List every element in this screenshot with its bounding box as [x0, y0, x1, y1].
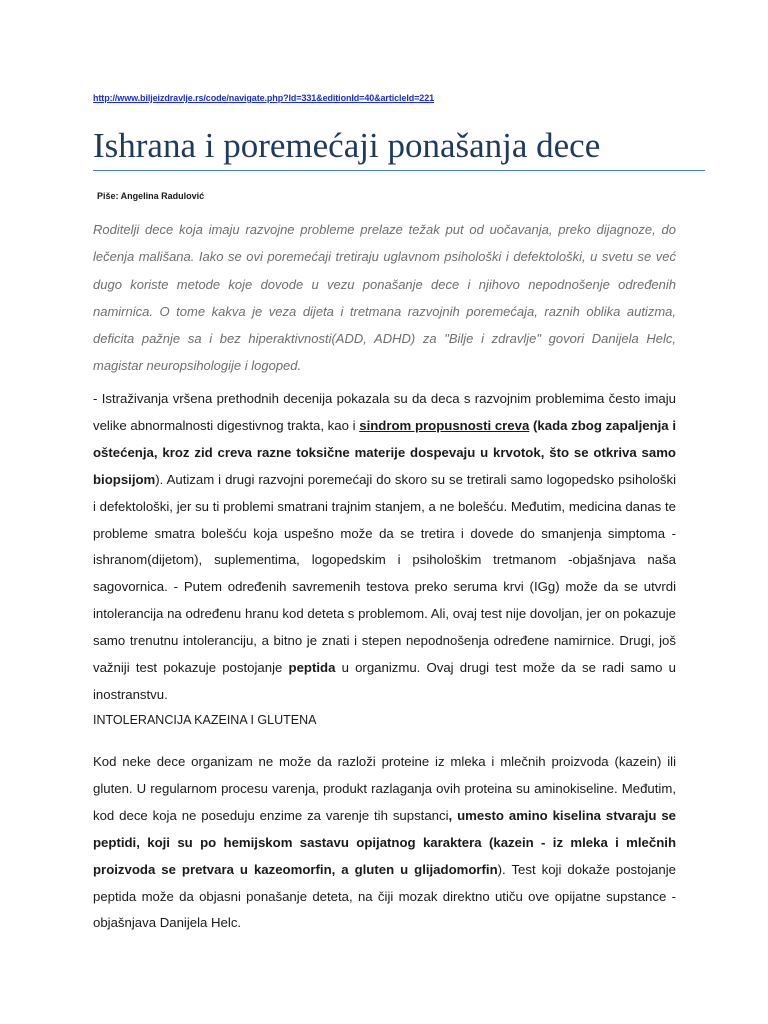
- body-paragraph-2: [93, 749, 676, 937]
- sindrom-link[interactable]: sindrom propusnosti creva: [359, 417, 530, 433]
- p1-peptida: peptida: [288, 660, 336, 676]
- section-heading: INTOLERANCIJA KAZEINA I GLUTENA: [93, 713, 317, 727]
- body-paragraph-1: [93, 386, 676, 709]
- article-title: Ishrana i poremećaji ponašanja dece: [93, 124, 705, 171]
- p1-text-c: ). Autizam i drugi razvojni poremećaji do skoro su se tretirali samo logopedsko psihološki i defektološki, jer su ti problemi smatrani trajnim stanjem, a ne bolešću. Međutim, medicina danas te probleme smatra bolešću koja uspešno može da se tretira i dovede do smanjenja simptoma - ishranom(dijetom), suplementima, logopedskim i psihološkim tretmanom -objašnjava naša sagovornica. - Putem određenih savremenih testova preko seruma krvi (IGg) može da se utvrdi intolerancija na određenu hranu kod deteta s problemom. Ali, ovaj test nije dovoljan, jer on pokazuje samo trenutnu intoleranciju, a bitno je znati i stepen nepodnošenja određene namirnice. Drugi, još važniji test pokazuje postojanje: [93, 471, 676, 676]
- source-link[interactable]: http://www.biljeizdravlje.rs/code/navigate.php?Id=331&editionId=40&articleId=221: [93, 93, 435, 103]
- p1-text-a: - Istraživanja vršena prethodnih decenija pokazala su da deca s razvojnim problemima često imaju velike abnormalnosti digestivnog trakta, kao i: [93, 391, 676, 433]
- p2-text-b: ). Test koji dokaže postojanje peptida može da objasni ponašanje deteta, na čiji mozak direktno utiču ove opijatne supstance - objašnjava Danijela Helc.: [93, 861, 676, 931]
- article-intro: Roditelji dece koja imaju razvojne probleme prelaze težak put od uočavanja, preko dijagnoze, do lečenja mališana. Iako se ovi poremećaji tretiraju uglavnom psihološki i defektološki, u svetu se već dugo koriste metode koje dovode u vezu ponašanje dece i njihovo nepodnošenje određenih namirnica. O tome kakva je veza dijeta i tretmana razvojnih poremećaja, raznih oblika autizma, deficita pažnje sa i bez hiperaktivnosti(ADD, ADHD) za "Bilje i zdravlje" govori Danijela Helc, magistar neuropsihologije i logoped.: [93, 222, 676, 374]
- p2-text-a: Kod neke dece organizam ne može da razloži proteine iz mleka i mlečnih proizvoda (kazein) ili gluten. U regularnom procesu varenja, produkt razlaganja ovih proteina su aminokiseline. Međutim, kod dece koja ne poseduju enzime za varenje tih supstanci: [93, 754, 676, 823]
- p1-bold-text: (kada zbog zapaljenja i oštećenja, kroz zid creva razne toksične materije dospevaju u krvotok, što se otkriva samo biopsijom: [93, 417, 676, 487]
- author-line: Piše: Angelina Radulović: [97, 191, 205, 201]
- p1-text-d: u organizmu. Ovaj drugi test može da se radi samo u inostranstvu.: [93, 660, 677, 702]
- p2-bold-text: , umesto amino kiselina stvaraju se peptidi, koji su po hemijskom sastavu opijatnog karaktera (kazein - iz mleka i mlečnih proizvoda se pretvara u kazeomorfin, a gluten u glijadomorfin: [93, 807, 676, 877]
